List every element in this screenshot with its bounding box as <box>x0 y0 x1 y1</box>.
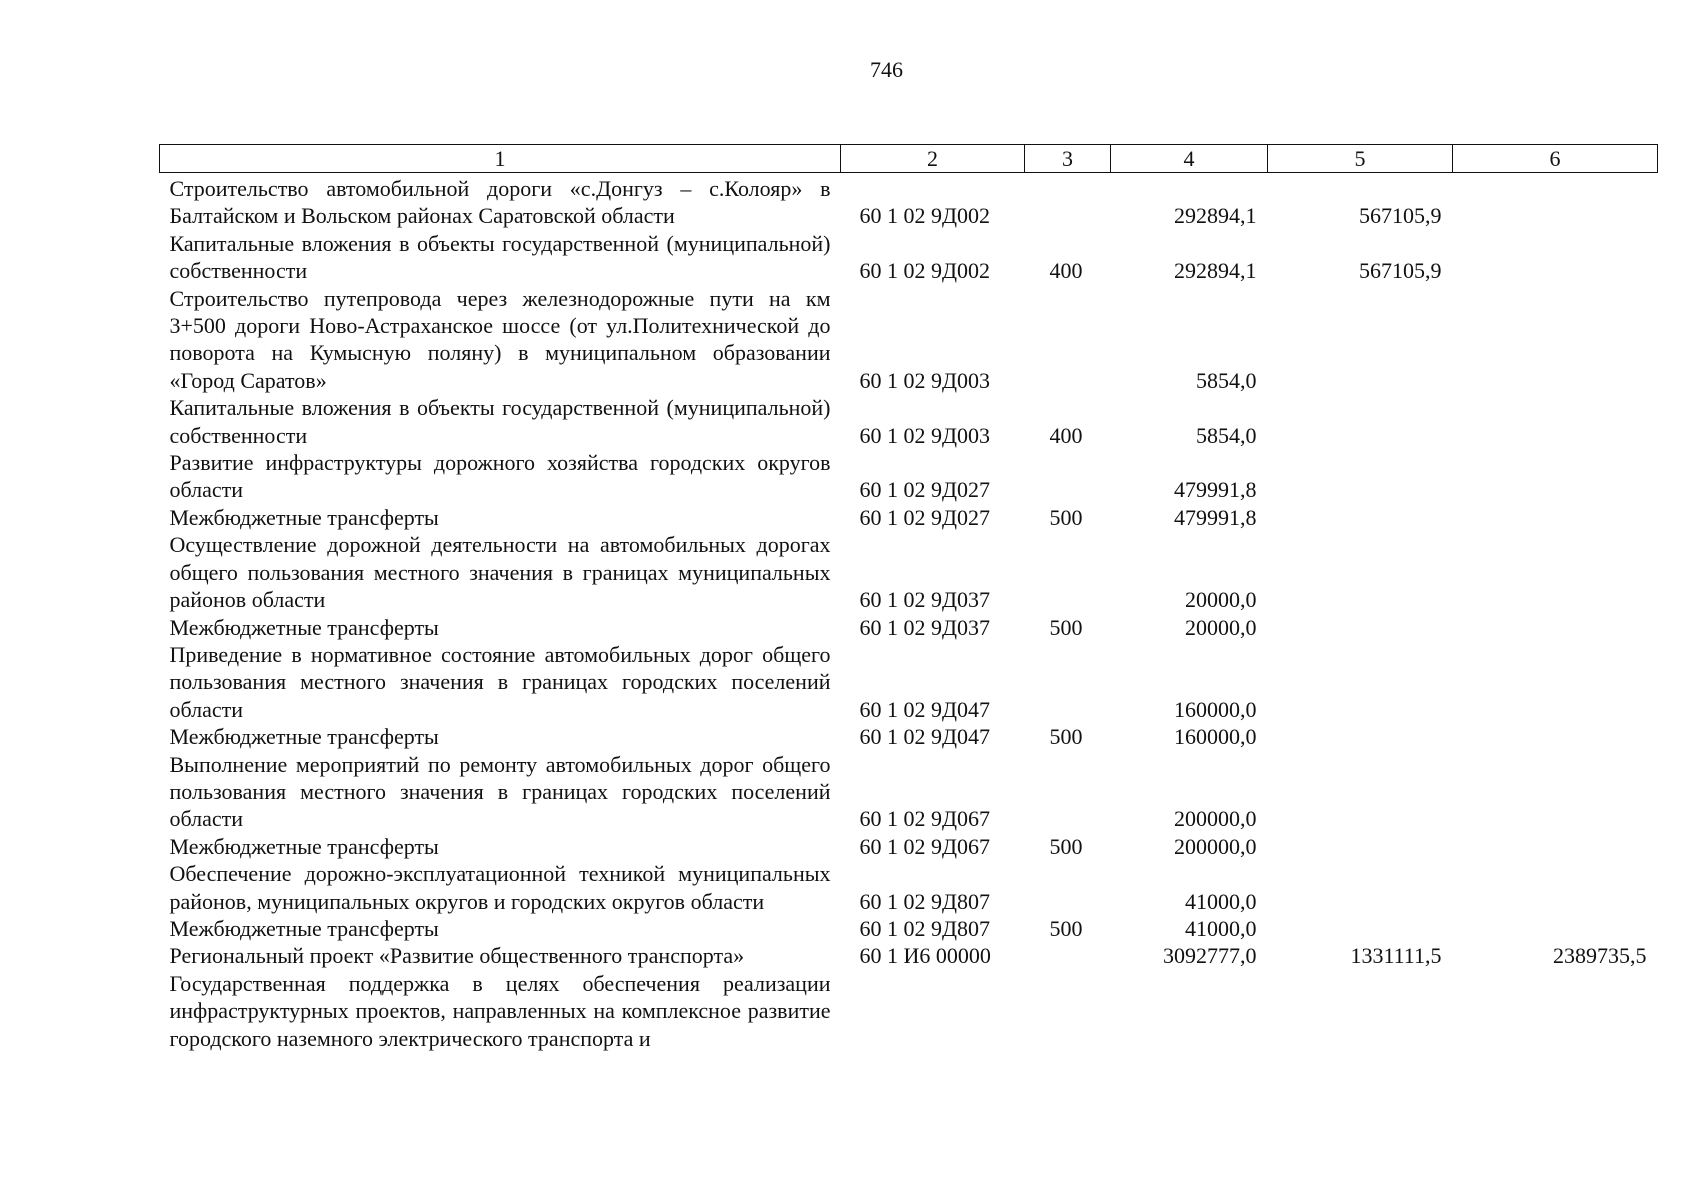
row-name: Межбюджетные трансферты <box>169 504 439 530</box>
table-header <box>160 145 1658 173</box>
row-name: Строительство путепровода через железнодорожные пути на км 3+500 дороги Ново-Астраханское шоссе (от ул.Политехнической до поворота на Кумысную поляну) в муниципальном образовании «Город Саратов» <box>169 285 831 393</box>
row-value-6 <box>1453 531 1658 613</box>
row-type <box>1025 860 1111 915</box>
row-code: 60 1 02 9Д002 <box>859 258 991 284</box>
row-code: 60 1 02 9Д027 <box>859 504 991 530</box>
row-value-5 <box>1268 723 1453 750</box>
row-code: 60 1 02 9Д067 <box>859 833 991 859</box>
header-col-3: 3 <box>1025 145 1111 173</box>
row-value-6 <box>1453 230 1658 285</box>
row-value-6 <box>1453 723 1658 750</box>
row-type: 500 <box>1049 833 1083 859</box>
row-value-5 <box>1268 833 1453 860</box>
row-value-4: 5854,0 <box>1196 422 1257 448</box>
row-code: 60 1 И6 00000 <box>859 943 991 969</box>
row-value-4 <box>1111 970 1268 1052</box>
table-row <box>160 504 1658 531</box>
row-code: 60 1 02 9Д807 <box>859 915 991 941</box>
row-value-6 <box>1453 860 1658 915</box>
row-name: Развитие инфраструктуры дорожного хозяйства городских округов области <box>169 450 831 503</box>
row-name: Региональный проект «Развитие общественного транспорта» <box>169 943 745 969</box>
row-value-4: 292894,1 <box>1174 258 1257 284</box>
row-code: 60 1 02 9Д807 <box>859 888 991 914</box>
row-value-4: 200000,0 <box>1174 806 1257 832</box>
row-name: Капитальные вложения в объекты государственной (муниципальной) собственности <box>169 395 831 448</box>
row-value-4: 160000,0 <box>1174 724 1257 750</box>
row-value-5 <box>1268 614 1453 641</box>
row-type: 500 <box>1049 614 1083 640</box>
row-value-6 <box>1453 449 1658 504</box>
table-row <box>160 173 1658 230</box>
row-value-5 <box>1268 970 1453 1052</box>
page-number: 746 <box>870 57 903 82</box>
header-col-4: 4 <box>1111 145 1268 173</box>
row-value-4: 20000,0 <box>1185 587 1257 613</box>
row-value-6 <box>1453 970 1658 1052</box>
budget-table <box>159 144 1658 1052</box>
row-type: 400 <box>1049 422 1083 448</box>
row-name: Обеспечение дорожно-эксплуатационной техникой муниципальных районов, муниципальных округов и городских округов области <box>169 861 831 914</box>
row-code: 60 1 02 9Д003 <box>859 367 991 393</box>
row-value-5: 567105,9 <box>1359 258 1442 284</box>
row-value-4: 20000,0 <box>1185 614 1257 640</box>
table-row <box>160 449 1658 504</box>
row-code: 60 1 02 9Д047 <box>859 724 991 750</box>
row-name: Выполнение мероприятий по ремонту автомобильных дорог общего пользования местного значения в границах городских поселений области <box>169 751 831 832</box>
row-value-6 <box>1453 751 1658 833</box>
table-body <box>160 173 1658 1053</box>
row-name: Осуществление дорожной деятельности на автомобильных дорогах общего пользования местного значения в границах муниципальных районов области <box>169 532 831 613</box>
row-value-5 <box>1268 394 1453 449</box>
row-code <box>841 970 1025 1052</box>
row-value-4: 292894,1 <box>1174 203 1257 229</box>
table-row <box>160 230 1658 285</box>
row-type: 500 <box>1049 724 1083 750</box>
row-type <box>1025 641 1111 723</box>
row-code: 60 1 02 9Д002 <box>859 203 991 229</box>
table-row <box>160 723 1658 750</box>
header-row <box>160 145 1658 173</box>
row-name: Межбюджетные трансферты <box>169 724 439 750</box>
row-value-5 <box>1268 449 1453 504</box>
row-code: 60 1 02 9Д037 <box>859 614 991 640</box>
row-value-4: 479991,8 <box>1174 477 1257 503</box>
row-name: Приведение в нормативное состояние автомобильных дорог общего пользования местного значения в границах городских поселений области <box>169 641 831 722</box>
table-row <box>160 751 1658 833</box>
table-row <box>160 970 1658 1052</box>
row-type: 400 <box>1049 258 1083 284</box>
header-col-2: 2 <box>841 145 1025 173</box>
row-value-6 <box>1453 394 1658 449</box>
row-value-5 <box>1268 504 1453 531</box>
table-row <box>160 915 1658 942</box>
row-value-4: 41000,0 <box>1185 915 1257 941</box>
row-value-4: 41000,0 <box>1185 888 1257 914</box>
row-value-5 <box>1268 641 1453 723</box>
table-row <box>160 860 1658 915</box>
row-type <box>1025 942 1111 969</box>
row-code: 60 1 02 9Д067 <box>859 806 991 832</box>
row-value-4: 5854,0 <box>1196 367 1257 393</box>
table-row <box>160 531 1658 613</box>
row-type <box>1025 531 1111 613</box>
table-row <box>160 833 1658 860</box>
row-value-5 <box>1268 531 1453 613</box>
row-name: Межбюджетные трансферты <box>169 915 439 941</box>
row-value-6 <box>1453 173 1658 230</box>
row-value-6 <box>1453 504 1658 531</box>
row-value-6 <box>1453 641 1658 723</box>
header-col-5: 5 <box>1268 145 1453 173</box>
row-type <box>1025 970 1111 1052</box>
row-value-5 <box>1268 915 1453 942</box>
row-name: Межбюджетные трансферты <box>169 833 439 859</box>
row-type: 500 <box>1049 915 1083 941</box>
row-value-5 <box>1268 285 1453 395</box>
row-value-6 <box>1453 915 1658 942</box>
row-value-5 <box>1268 751 1453 833</box>
table-row <box>160 641 1658 723</box>
row-value-4: 160000,0 <box>1174 696 1257 722</box>
row-code: 60 1 02 9Д027 <box>859 477 991 503</box>
row-value-6: 2389735,5 <box>1553 943 1647 969</box>
row-name: Капитальные вложения в объекты государственной (муниципальной) собственности <box>169 230 831 284</box>
row-code: 60 1 02 9Д003 <box>859 422 991 448</box>
row-type <box>1025 449 1111 504</box>
row-value-5: 567105,9 <box>1359 203 1442 229</box>
table-row <box>160 614 1658 641</box>
row-type <box>1025 751 1111 833</box>
row-value-6 <box>1453 614 1658 641</box>
header-col-6: 6 <box>1453 145 1658 173</box>
row-name: Межбюджетные трансферты <box>169 614 439 640</box>
row-value-5: 1331111,5 <box>1350 943 1442 969</box>
row-code: 60 1 02 9Д047 <box>859 696 991 722</box>
table-row <box>160 285 1658 395</box>
row-value-4: 200000,0 <box>1174 833 1257 859</box>
row-code: 60 1 02 9Д037 <box>859 587 991 613</box>
row-value-4: 3092777,0 <box>1163 943 1257 969</box>
table-row <box>160 394 1658 449</box>
header-col-1: 1 <box>160 145 841 173</box>
row-value-6 <box>1453 833 1658 860</box>
table-row <box>160 942 1658 969</box>
row-name: Государственная поддержка в целях обеспечения реализации инфраструктурных проектов, направленных на комплексное развитие городского наземного электрического транспорта и <box>169 970 831 1051</box>
row-type: 500 <box>1049 504 1083 530</box>
row-value-6 <box>1453 285 1658 395</box>
row-type <box>1025 173 1111 230</box>
row-name: Строительство автомобильной дороги «с.Донгуз – с.Колояр» в Балтайском и Вольском районах Саратовской области <box>169 176 831 229</box>
row-type <box>1025 285 1111 395</box>
row-value-4: 479991,8 <box>1174 504 1257 530</box>
row-value-5 <box>1268 860 1453 915</box>
